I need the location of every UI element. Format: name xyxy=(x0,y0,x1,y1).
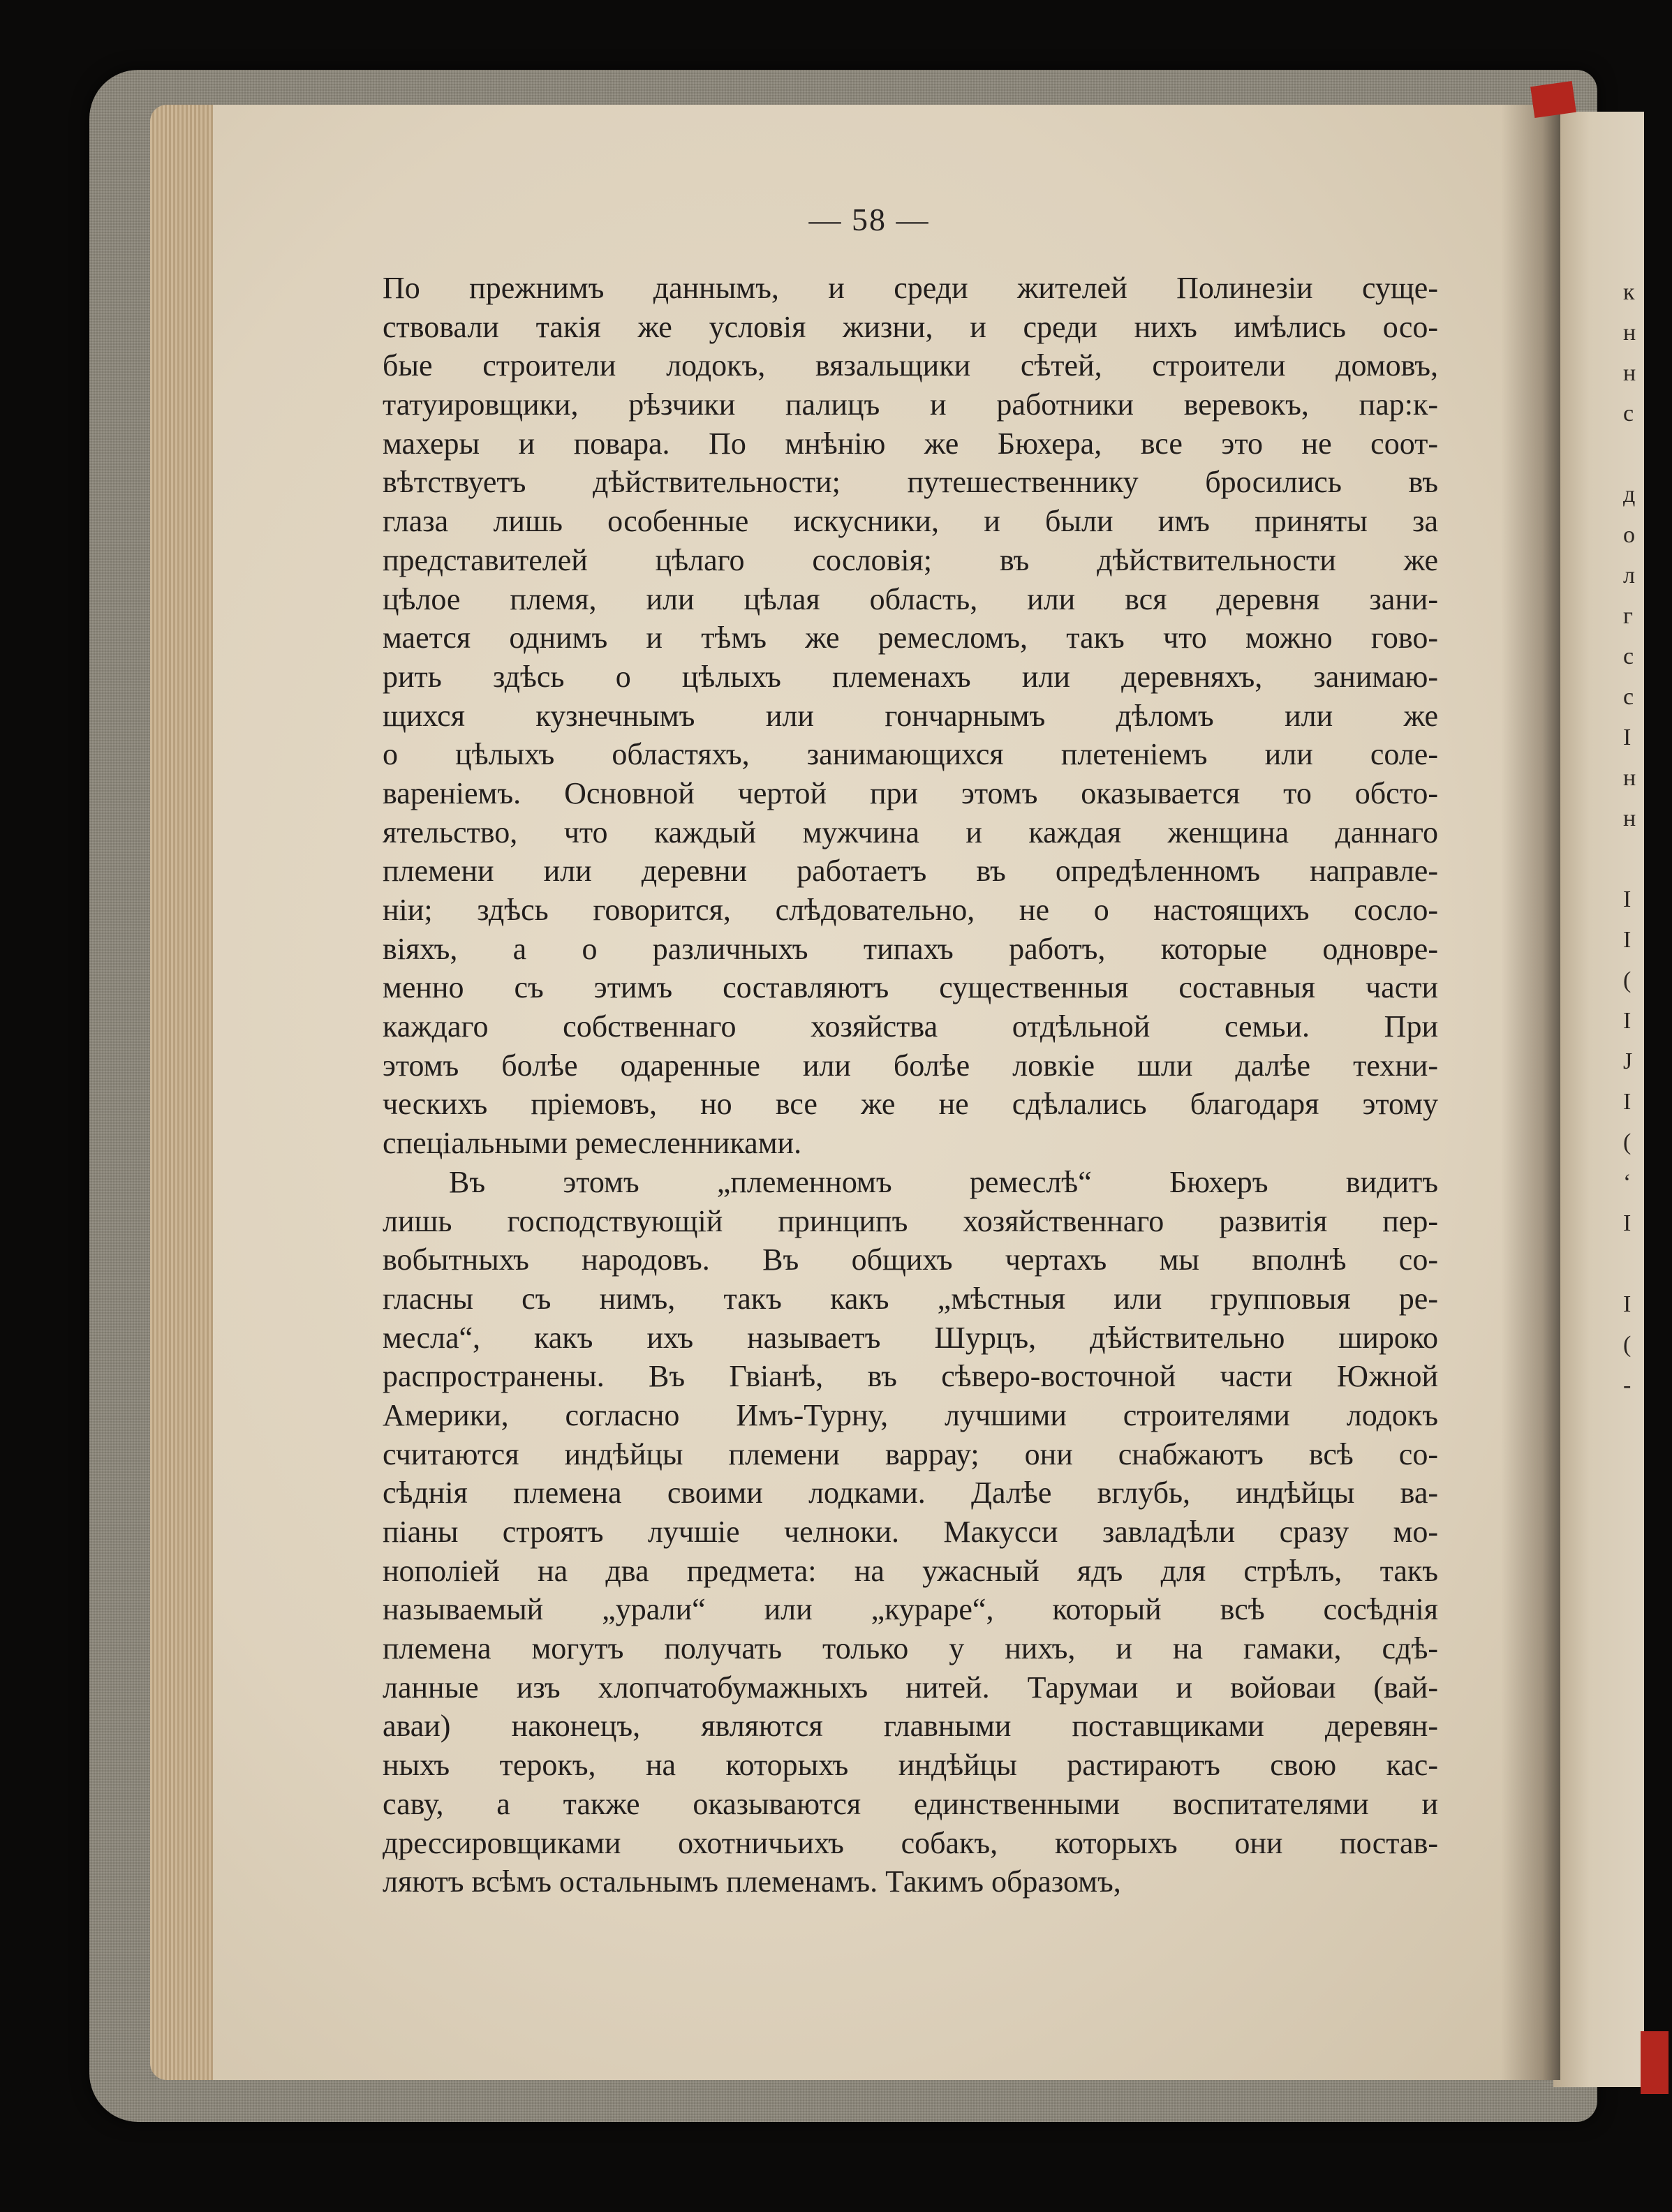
bookmark-ribbon-bottom xyxy=(1641,2031,1669,2094)
text-line: ланные изъ хлопчатобумажныхъ нитей. Тарумаи и войоваи (вай- xyxy=(383,1670,1438,1705)
text-line: рить здѣсь о цѣлыхъ племенахъ или деревняхъ, занимаю- xyxy=(383,659,1438,694)
text-line: аваи) наконецъ, являются главными поставщиками деревян- xyxy=(383,1709,1438,1744)
next-page-letter: г xyxy=(1623,603,1633,629)
text-line: цѣлое племя, или цѣлая область, или вся деревня зани- xyxy=(383,581,1438,616)
body-text xyxy=(383,269,1438,1901)
next-page-letter: ( xyxy=(1623,1129,1632,1155)
next-page-letter: д xyxy=(1623,482,1636,507)
text-line: называемый „урали“ или „кураре“, который всѣ сосѣднія xyxy=(383,1592,1438,1627)
text-line: ятельство, что каждый мужчина и каждая женщина даннаго xyxy=(383,815,1438,849)
next-page-letter: I xyxy=(1623,1210,1632,1236)
next-page-letter: J xyxy=(1623,1048,1633,1074)
text-line: ствовали такія же условія жизни, и среди нихъ имѣлись осо- xyxy=(383,309,1438,344)
next-page-letter: с xyxy=(1623,644,1634,669)
next-page-letter: о xyxy=(1623,522,1635,548)
text-line: Въ этомъ „племенномъ ремеслѣ“ Бюхеръ видитъ xyxy=(449,1164,1438,1199)
next-page-letter: н xyxy=(1623,320,1636,346)
text-line: гласны съ нимъ, такъ какъ „мѣстныя или групповыя ре- xyxy=(383,1281,1438,1316)
next-page-letter: л xyxy=(1623,563,1635,588)
text-line: ляютъ всѣмъ остальнымъ племенамъ. Такимъ образомъ, xyxy=(383,1864,1121,1899)
text-line: распространены. Въ Гвіанѣ, въ сѣверо-восточной части Южной xyxy=(383,1359,1438,1394)
text-line: віяхъ, а о различныхъ типахъ работъ, которые одновре- xyxy=(383,931,1438,966)
next-page-letter: I xyxy=(1623,1008,1632,1034)
next-page-letter xyxy=(1623,1244,1651,1284)
next-page-letter: н xyxy=(1623,765,1636,791)
text-line: племени или деревни работаетъ въ опредѣленномъ направле- xyxy=(383,854,1438,889)
next-page-letters xyxy=(1623,272,1651,1406)
text-line: вобытныхъ народовъ. Въ общихъ чертахъ мы вполнѣ со- xyxy=(383,1242,1438,1277)
next-page-letter: с xyxy=(1623,401,1634,426)
next-page-letter: ( xyxy=(1623,967,1632,993)
text-line: ческихъ пріемовъ, но все же не сдѣлались благодаря этому xyxy=(383,1087,1438,1122)
next-page-letter: I xyxy=(1623,1089,1632,1115)
text-line: вареніемъ. Основной чертой при этомъ оказывается то обсто- xyxy=(383,775,1438,810)
text-line: По прежнимъ даннымъ, и среди жителей Полинезіи суще- xyxy=(383,271,1438,305)
text-line: саву, а также оказываются единственными воспитателями и xyxy=(383,1786,1438,1821)
text-line: піаны строятъ лучшіе челноки. Макусси завладѣли сразу мо- xyxy=(383,1515,1438,1549)
text-line: нополіей на два предмета: на ужасный ядъ для стрѣлъ, такъ xyxy=(383,1553,1438,1588)
text-line: ніи; здѣсь говорится, слѣдовательно, не о настоящихъ сосло- xyxy=(383,893,1438,927)
text-line: каждаго собственнаго хозяйства отдѣльной семьи. При xyxy=(383,1009,1438,1044)
text-line: вѣтствуетъ дѣйствительности; путешественнику бросились въ xyxy=(383,465,1438,500)
text-line: лишь господствующій принципъ хозяйственнаго развитія пер- xyxy=(383,1203,1438,1238)
text-line: ныхъ терокъ, на которыхъ индѣйцы растираютъ свою кас- xyxy=(383,1748,1438,1783)
text-line: дрессировщиками охотничьихъ собакъ, которыхъ они постав- xyxy=(383,1825,1438,1860)
next-page-letter: н xyxy=(1623,806,1636,831)
text-line: менно съ этимъ составляютъ существенныя составныя части xyxy=(383,970,1438,1005)
text-line: глаза лишь особенные искусники, и были имъ приняты за xyxy=(383,504,1438,539)
next-page-letter: I xyxy=(1623,725,1632,750)
next-page-letter: с xyxy=(1623,684,1634,710)
page-gutter-shadow xyxy=(1501,105,1560,2080)
next-page-letter: I xyxy=(1623,1291,1632,1317)
text-line: мается однимъ и тѣмъ же ремесломъ, такъ что можно гово- xyxy=(383,621,1438,655)
bookmark-ribbon-top xyxy=(1530,81,1576,118)
next-page-letter xyxy=(1623,434,1651,475)
next-page-letter: I xyxy=(1623,886,1632,912)
page-number xyxy=(0,201,1672,238)
text-line: щихся кузнечнымъ или гончарнымъ дѣломъ или же xyxy=(383,698,1438,733)
text-line: спеціальными ремесленниками. xyxy=(383,1126,802,1161)
text-line: месла“, какъ ихъ называетъ Шурцъ, дѣйствительно широко xyxy=(383,1320,1438,1355)
text-line: махеры и повара. По мнѣнію же Бюхера, все это не соот- xyxy=(383,426,1438,461)
text-line: татуировщики, рѣзчики палицъ и работники веревокъ, пар:к- xyxy=(383,387,1438,422)
next-page-letter: - xyxy=(1623,1372,1632,1398)
text-line: о цѣлыхъ областяхъ, занимающихся плетеніемъ или соле- xyxy=(383,737,1438,772)
next-page-letter: ‘ xyxy=(1623,1170,1632,1196)
text-line: сѣднія племена своими лодками. Далѣе вглубь, индѣйцы ва- xyxy=(383,1476,1438,1510)
next-page-letter xyxy=(1623,839,1651,879)
next-page-letter: н xyxy=(1623,360,1636,386)
next-page-letter: к xyxy=(1623,279,1635,305)
text-line: считаются индѣйцы племени варрау; они снабжаютъ всѣ со- xyxy=(383,1437,1438,1471)
text-line: представителей цѣлаго сословія; въ дѣйствительности же xyxy=(383,542,1438,577)
text-line: племена могутъ получать только у нихъ, и на гамаки, сдѣ- xyxy=(383,1631,1438,1666)
text-line: этомъ болѣе одаренные или болѣе ловкіе шли далѣе техни- xyxy=(383,1048,1438,1083)
next-page-letter: ( xyxy=(1623,1332,1632,1358)
text-line: бые строители лодокъ, вязальщики сѣтей, строители домовъ, xyxy=(383,348,1438,383)
next-page-letter: I xyxy=(1623,927,1632,953)
page-number-text: — 58 — xyxy=(808,202,930,237)
text-line: Америки, согласно Имъ-Турну, лучшими строителями лодокъ xyxy=(383,1397,1438,1432)
